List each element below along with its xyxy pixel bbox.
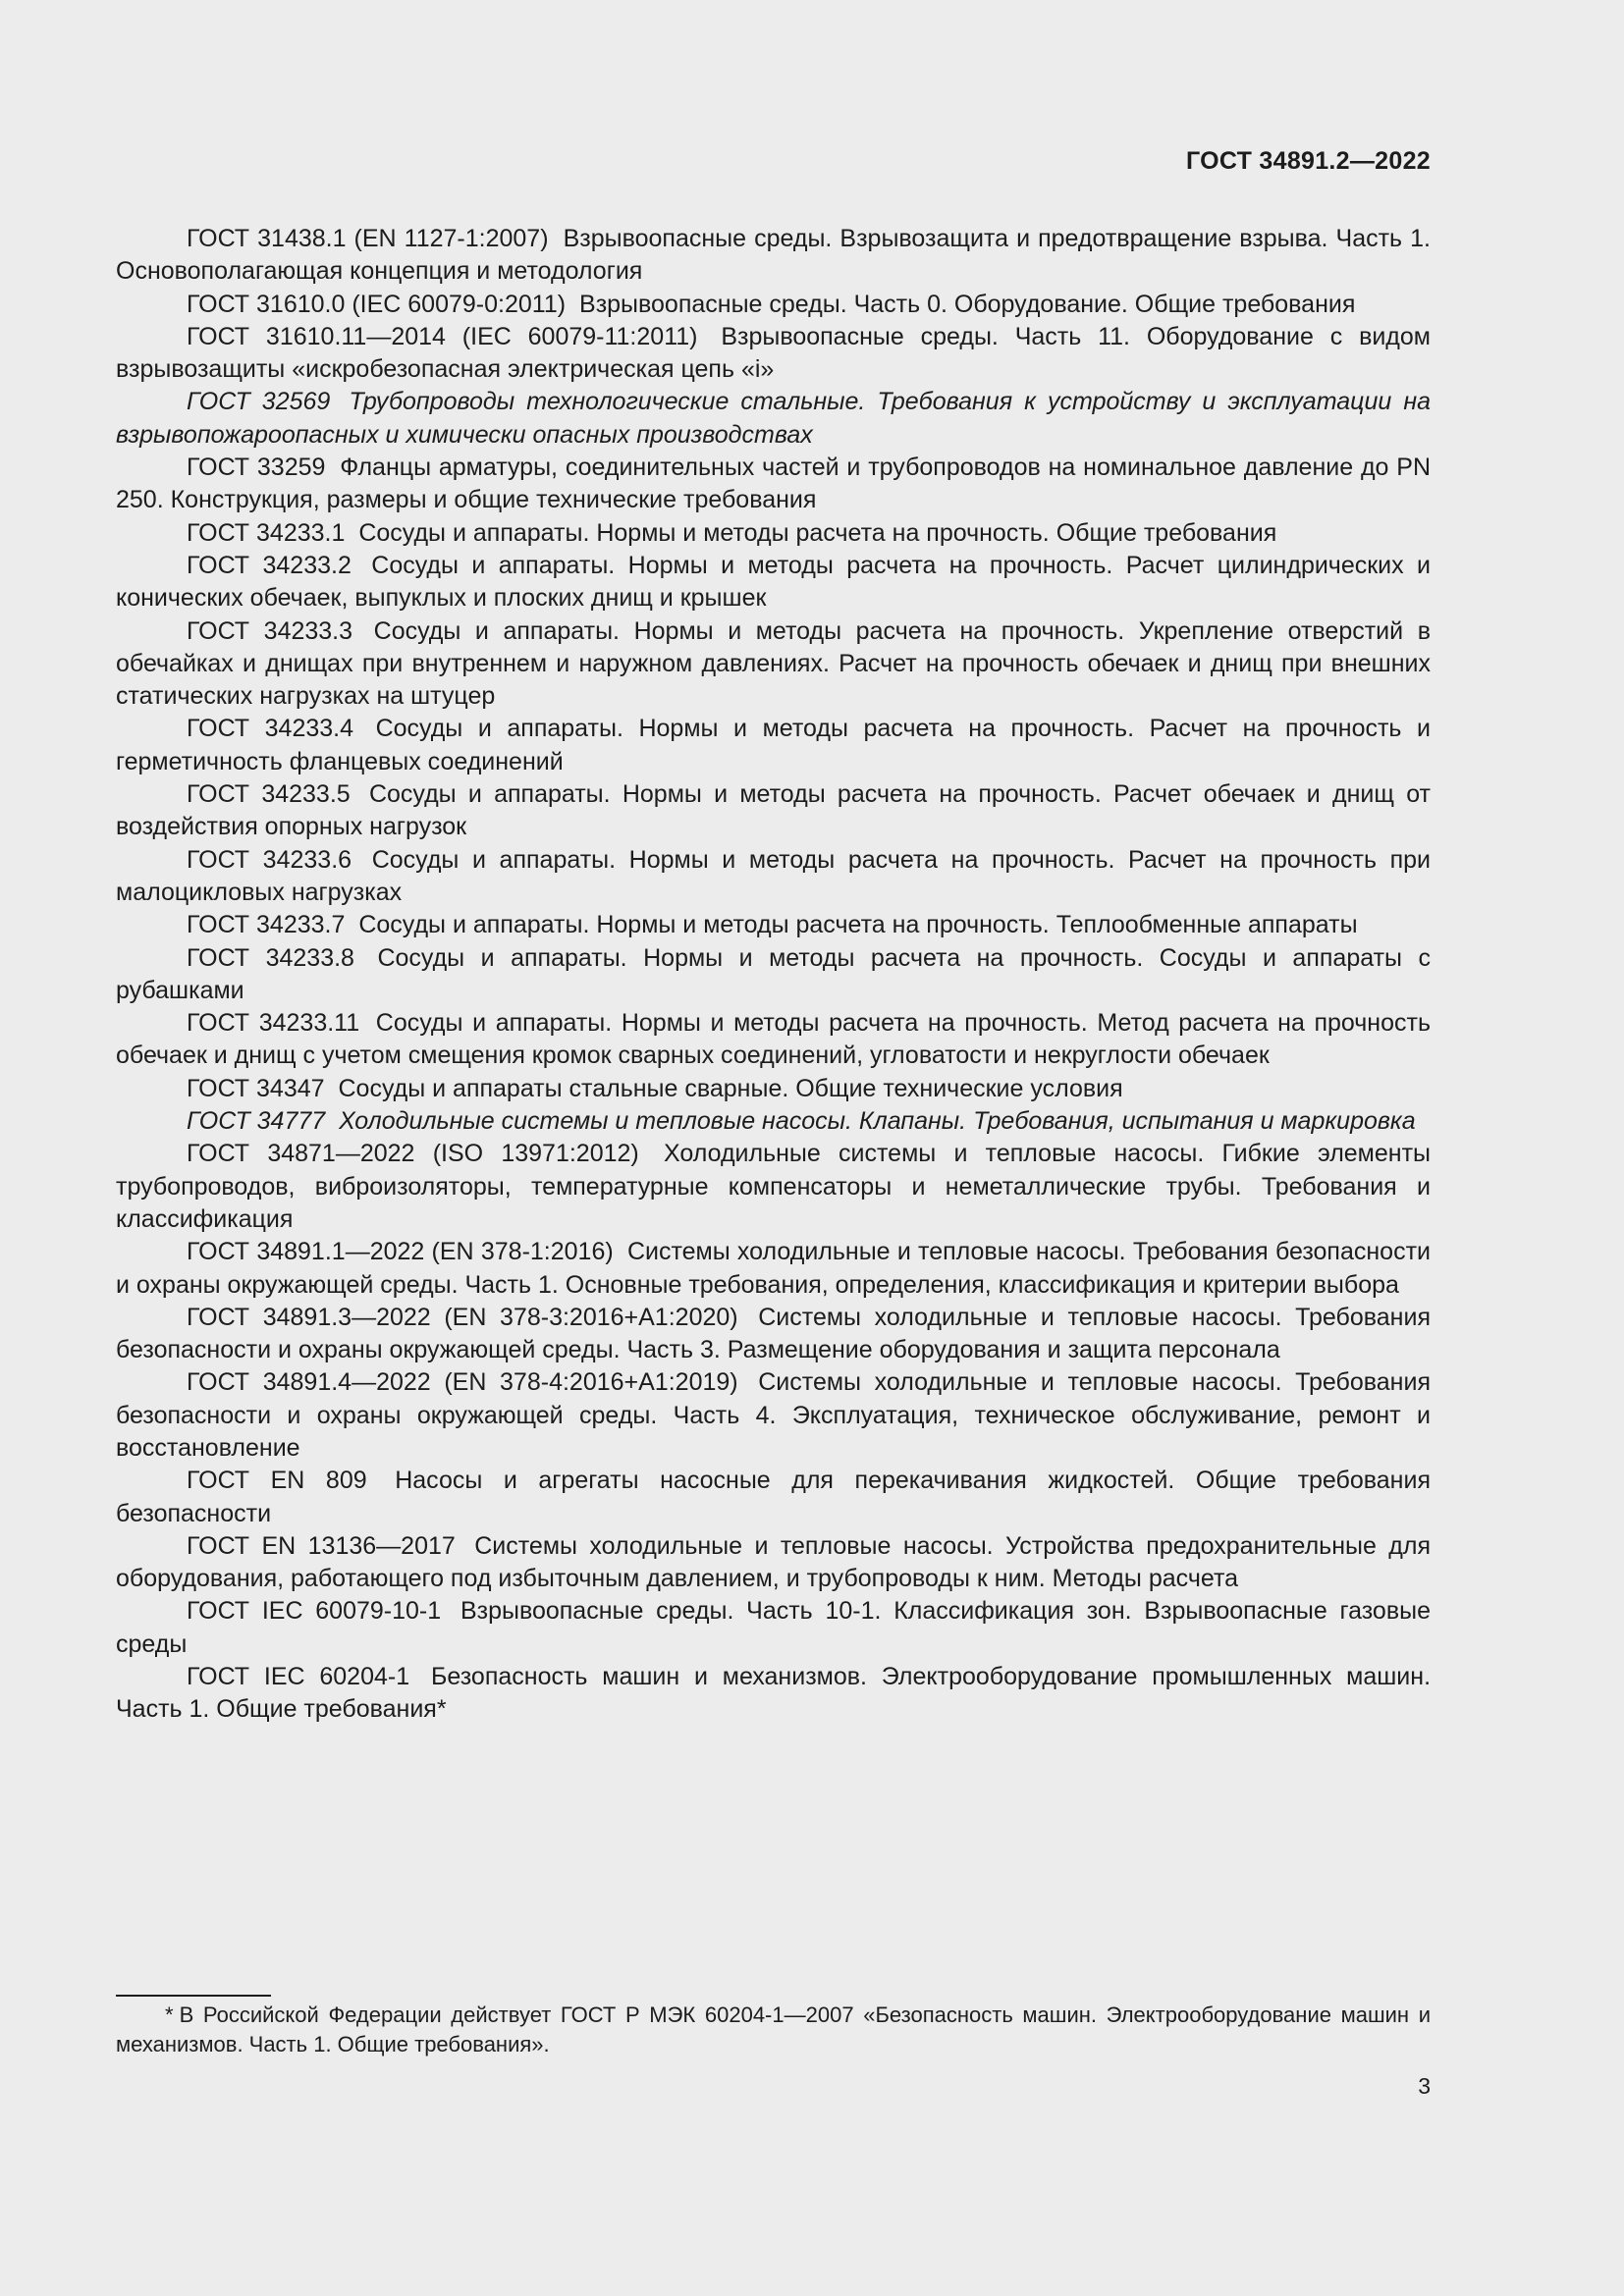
reference-title: Сосуды и аппараты стальные сварные. Общие технические условия (338, 1074, 1123, 1102)
reference-code: ГОСТ 34233.5 (187, 780, 351, 809)
reference-item (116, 1236, 1431, 1302)
reference-item (116, 1465, 1431, 1530)
reference-title: Сосуды и аппараты. Нормы и методы расчета на прочность. Теплообменные аппараты (358, 911, 1358, 939)
reference-item (116, 1007, 1431, 1073)
footnote-separator (116, 1995, 271, 1997)
reference-item (116, 223, 1431, 289)
reference-code: ГОСТ 34891.4—2022 (EN 378-4:2016+A1:2019) (187, 1368, 738, 1397)
reference-item (116, 1366, 1431, 1465)
footnote-marker: * (165, 2002, 174, 2027)
reference-title: Холодильные системы и тепловые насосы. Гибкие элементы трубопроводов, виброизоляторы, температурные компенсаторы и неметаллические трубы. Требования и классификация (116, 1140, 1431, 1233)
reference-code: ГОСТ EN 13136—2017 (187, 1531, 456, 1560)
reference-item (116, 1302, 1431, 1367)
page-number: 3 (1418, 2073, 1431, 2099)
reference-title: Сосуды и аппараты. Нормы и методы расчета на прочность. Метод расчета на прочность обечаек и днищ с учетом смещения кромок сварных соединений, угловатости и некруглости обечаек (116, 1009, 1431, 1070)
reference-code: ГОСТ 34891.1—2022 (EN 378-1:2016) (187, 1238, 614, 1266)
reference-item (116, 289, 1431, 321)
reference-code: ГОСТ 34871—2022 (ISO 13971:2012) (187, 1140, 639, 1168)
reference-code: ГОСТ 31610.11—2014 (IEC 60079-11:2011) (187, 322, 698, 350)
reference-code: ГОСТ 31438.1 (EN 1127-1:2007) (187, 225, 549, 252)
reference-item (116, 1138, 1431, 1236)
reference-title: Взрывоопасные среды. Взрывозащита и предотвращение взрыва. Часть 1. Основополагающая концепция и методология (116, 225, 1431, 286)
reference-item (116, 1073, 1431, 1105)
reference-item (116, 1105, 1431, 1138)
reference-title: Сосуды и аппараты. Нормы и методы расчета на прочность. Сосуды и аппараты с рубашками (116, 943, 1431, 1004)
reference-title: Сосуды и аппараты. Нормы и методы расчета на прочность. Расчет на прочность и герметичность фланцевых соединений (116, 715, 1431, 775)
reference-code: ГОСТ 34233.2 (187, 551, 352, 579)
reference-code: ГОСТ 34233.1 (187, 518, 346, 547)
reference-code: ГОСТ 33259 (187, 454, 326, 482)
reference-title: Системы холодильные и тепловые насосы. Требования безопасности и охраны окружающей среды. Часть 1. Основные требования, определения, классификация и критерии выбора (116, 1238, 1431, 1299)
reference-title: Сосуды и аппараты. Нормы и методы расчета на прочность. Укрепление отверстий в обечайках и днищах при внутреннем и наружном давлениях. Расчет на прочность обечаек и днищ при внешних статических нагрузках на штуцер (116, 616, 1431, 711)
reference-title: Системы холодильные и тепловые насосы. Требования безопасности и охраны окружающей среды. Часть 4. Эксплуатация, техническое обслуживание, ремонт и восстановление (116, 1368, 1431, 1462)
reference-code: ГОСТ 34233.8 (187, 943, 354, 972)
reference-item (116, 321, 1431, 387)
reference-code: ГОСТ 34233.6 (187, 845, 352, 874)
reference-code: ГОСТ 34233.11 (187, 1009, 360, 1038)
reference-title: Взрывоопасные среды. Часть 10-1. Классификация зон. Взрывоопасные газовые среды (116, 1597, 1431, 1658)
reference-title: Системы холодильные и тепловые насосы. Устройства предохранительные для оборудования, работающего под избыточным давлением, и трубопроводы к ним. Методы расчета (116, 1531, 1432, 1593)
document-code-header: ГОСТ 34891.2—2022 (1185, 147, 1431, 175)
reference-item (116, 1530, 1431, 1596)
reference-code: ГОСТ EN 809 (187, 1467, 367, 1495)
reference-item (116, 615, 1431, 714)
reference-title: Насосы и агрегаты насосные для перекачивания жидкостей. Общие требования безопасности (116, 1467, 1431, 1527)
normative-references-list (116, 223, 1431, 1727)
reference-item (116, 452, 1431, 517)
reference-title: Сосуды и аппараты. Нормы и методы расчета на прочность. Расчет обечаек и днищ от воздействия опорных нагрузок (116, 780, 1432, 841)
reference-title: Взрывоопасные среды. Часть 0. Оборудование. Общие требования (579, 290, 1356, 318)
reference-title: Сосуды и аппараты. Нормы и методы расчета на прочность. Расчет цилиндрических и конических обечаек, выпуклых и плоских днищ и крышек (116, 551, 1432, 613)
reference-item (116, 844, 1431, 910)
reference-code: ГОСТ 31610.0 (IEC 60079-0:2011) (187, 290, 567, 318)
reference-code: ГОСТ IEC 60079-10-1 (187, 1597, 442, 1626)
reference-item (116, 778, 1431, 844)
reference-item (116, 517, 1431, 550)
reference-code: ГОСТ 34347 (187, 1074, 325, 1102)
reference-code: ГОСТ 34233.7 (187, 911, 346, 939)
reference-code: ГОСТ 32569 (187, 388, 331, 416)
reference-item (116, 550, 1431, 615)
reference-title: Сосуды и аппараты. Нормы и методы расчета на прочность. Расчет на прочность при малоцикловых нагрузках (116, 845, 1432, 906)
reference-item (116, 909, 1431, 941)
reference-item (116, 1595, 1431, 1661)
reference-title: Фланцы арматуры, соединительных частей и трубопроводов на номинальное давление до PN 250. Конструкция, размеры и общие технические требования (116, 454, 1432, 514)
reference-code: ГОСТ IEC 60204-1 (187, 1663, 410, 1691)
reference-title: Трубопроводы технологические стальные. Требования к устройству и эксплуатации на взрывопожароопасных и химически опасных производствах (116, 388, 1431, 449)
reference-item (116, 1661, 1431, 1727)
reference-code: ГОСТ 34777 (187, 1107, 326, 1136)
reference-item (116, 713, 1431, 778)
reference-title: Безопасность машин и механизмов. Электрооборудование промышленных машин. Часть 1. Общие требования* (116, 1663, 1432, 1724)
reference-item (116, 942, 1431, 1008)
reference-title: Холодильные системы и тепловые насосы. Клапаны. Требования, испытания и маркировка (339, 1107, 1416, 1136)
reference-item (116, 386, 1431, 452)
footnote-text: В Российской Федерации действует ГОСТ Р МЭК 60204-1—2007 «Безопасность машин. Электрооборудование машин и механизмов. Часть 1. Общие требования». (116, 2002, 1431, 2056)
reference-code: ГОСТ 34233.4 (187, 715, 354, 743)
reference-title: Системы холодильные и тепловые насосы. Требования безопасности и охраны окружающей среды. Часть 3. Размещение оборудования и защита персонала (116, 1303, 1431, 1364)
reference-code: ГОСТ 34891.3—2022 (EN 378-3:2016+A1:2020) (187, 1303, 738, 1331)
reference-code: ГОСТ 34233.3 (187, 616, 353, 645)
reference-title: Сосуды и аппараты. Нормы и методы расчета на прочность. Общие требования (358, 518, 1277, 547)
footnote (116, 2001, 1431, 2059)
reference-title: Взрывоопасные среды. Часть 11. Оборудование с видом взрывозащиты «искробезопасная электрическая цепь «i» (116, 322, 1431, 384)
